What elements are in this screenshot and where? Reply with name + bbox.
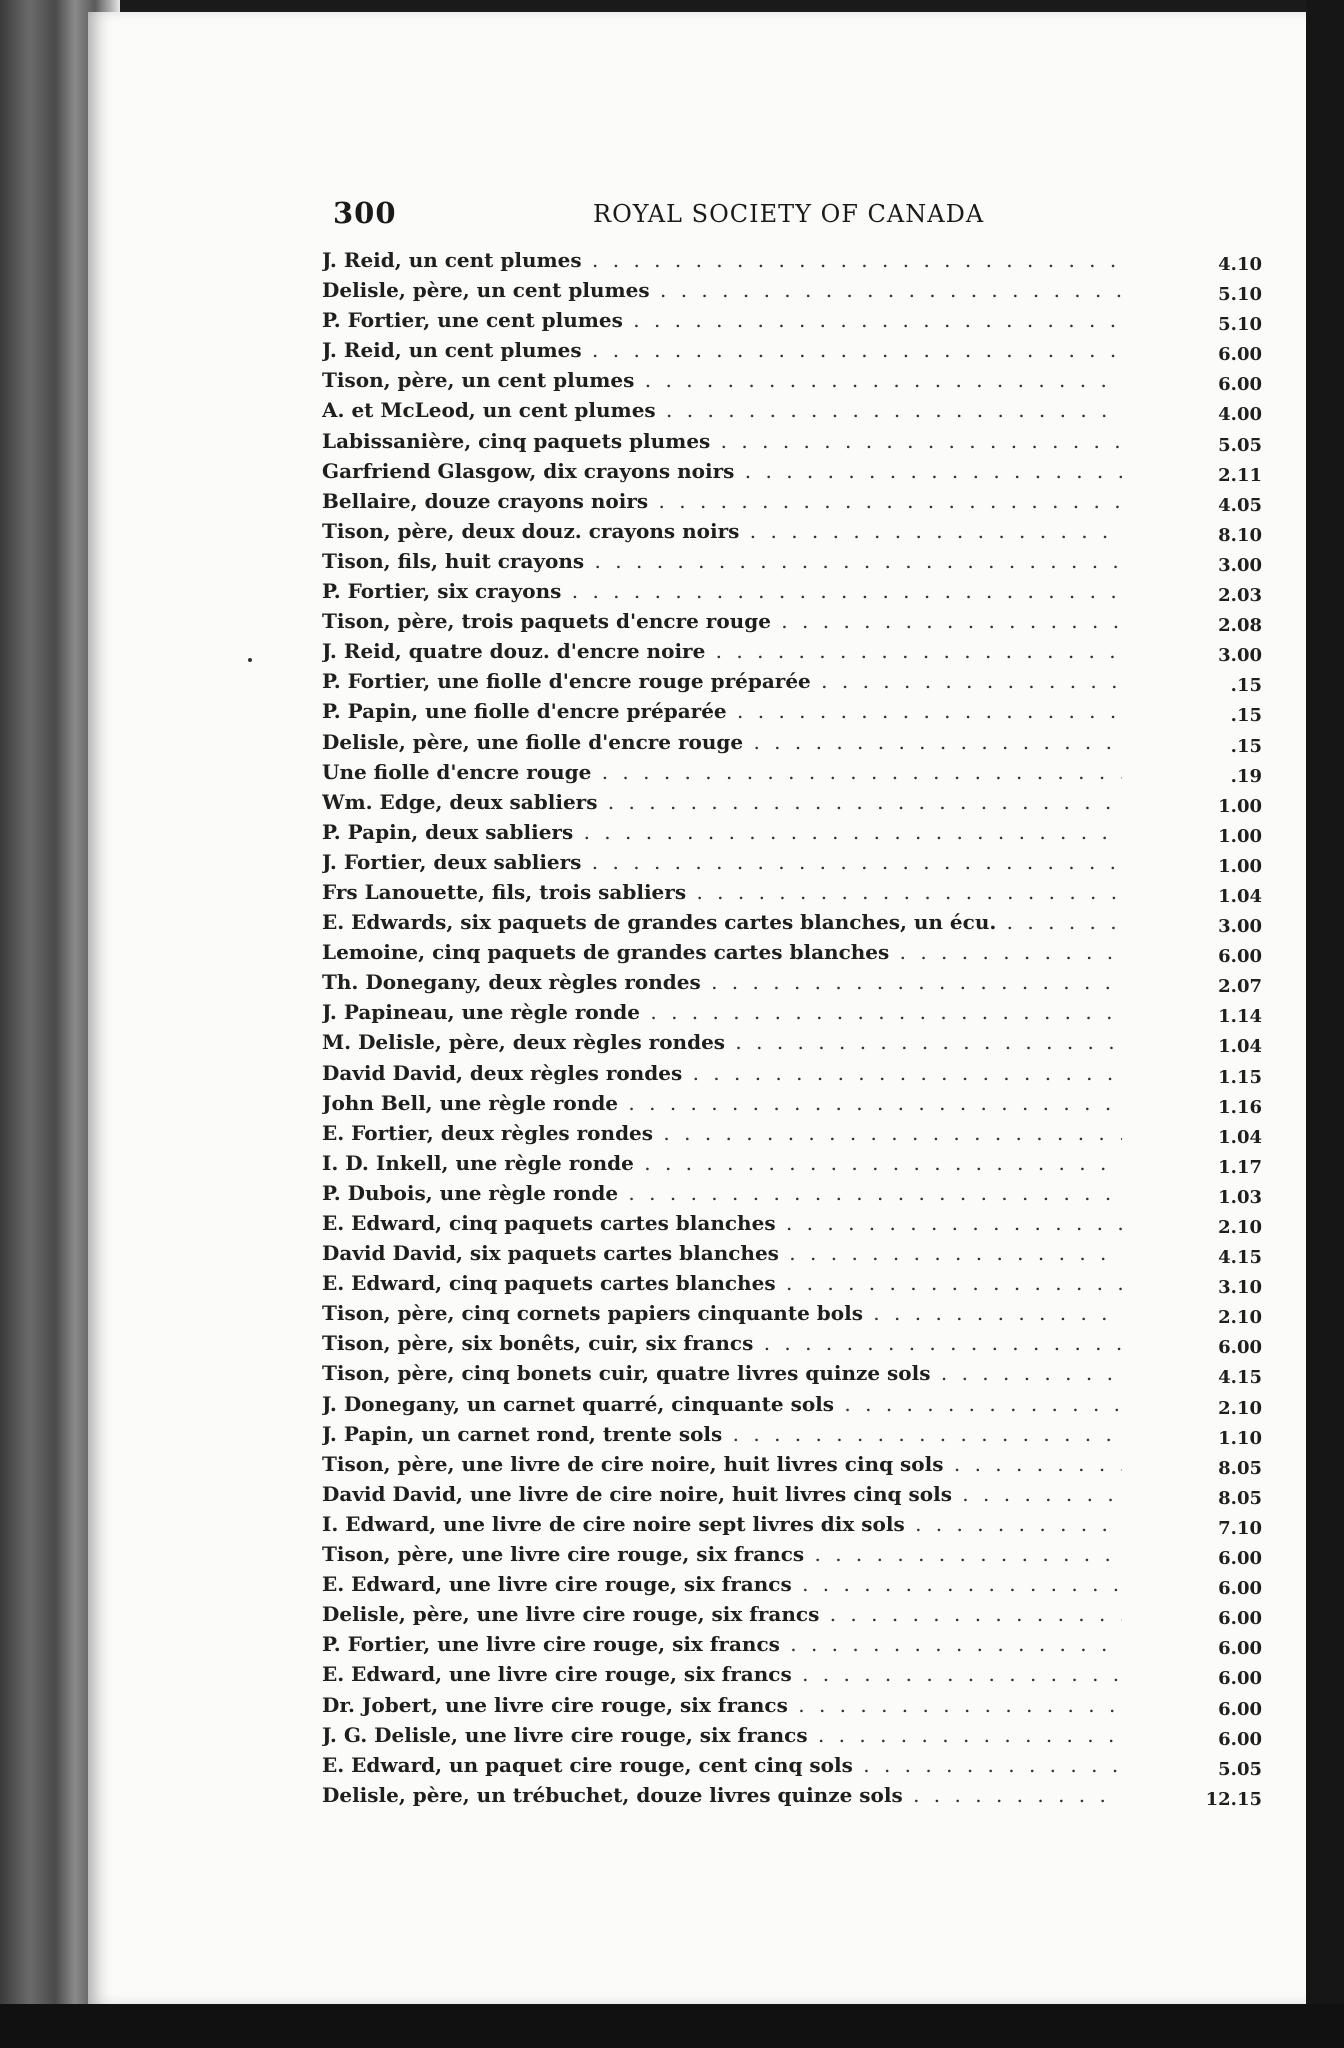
ledger-entry (322, 1452, 1262, 1482)
ledger-entry (322, 1392, 1262, 1422)
ledger-entry (322, 1723, 1262, 1753)
ledger-entry (322, 1482, 1262, 1512)
ledger-entry (322, 699, 1262, 729)
ledger-entry (322, 579, 1262, 609)
entry-amount: 3.00 (1218, 916, 1262, 938)
entry-description: Dr. Jobert, une livre cire rouge, six francs . . . (322, 1693, 1122, 1717)
ledger-entry (322, 1572, 1262, 1602)
entry-description: A. et McLeod, un cent plumes . . . (322, 398, 1122, 422)
entry-amount: 1.17 (1218, 1156, 1262, 1178)
entry-amount: 6.00 (1218, 1578, 1262, 1600)
entry-description: Delisle, père, un trébuchet, douze livres quinze sols . . . (322, 1783, 1122, 1807)
entry-amount: 5.10 (1218, 284, 1262, 306)
entry-amount: 3.00 (1218, 554, 1262, 576)
entry-description: Tison, fils, huit crayons . . . (322, 549, 1122, 573)
ledger-entry (322, 338, 1262, 368)
entry-amount: 12.15 (1205, 1788, 1262, 1810)
entry-amount: 4.15 (1218, 1247, 1262, 1269)
entry-amount: 2.10 (1218, 1397, 1262, 1419)
ledger-entry (322, 1632, 1262, 1662)
entry-amount: 4.15 (1218, 1367, 1262, 1389)
ledger-entry (322, 1091, 1262, 1121)
entry-description: J. Reid, un cent plumes . . . (322, 248, 1122, 272)
entry-description: E. Edward, un paquet cire rouge, cent cinq sols . . . (322, 1753, 1122, 1777)
ledger-entry (322, 1662, 1262, 1692)
entry-amount: 6.00 (1218, 1698, 1262, 1720)
entry-amount: 2.10 (1218, 1217, 1262, 1238)
ledger-entry (322, 1542, 1262, 1572)
entry-description: P. Fortier, six crayons . . . (322, 579, 1122, 603)
ledger-entry (322, 519, 1262, 549)
entry-amount: 6.00 (1218, 946, 1262, 968)
entry-description: J. Fortier, deux sabliers . . . (322, 850, 1122, 874)
entry-amount: 1.14 (1218, 1006, 1262, 1028)
entry-amount: 1.00 (1218, 825, 1262, 847)
ledger-entry (322, 730, 1262, 760)
entry-amount: 2.07 (1218, 976, 1262, 998)
ledger-entry (322, 1121, 1262, 1151)
ledger-entry (322, 910, 1262, 940)
entry-description: J. Reid, un cent plumes . . . (322, 338, 1122, 362)
ledger-entry (322, 1602, 1262, 1632)
ledger-entry (322, 1753, 1262, 1783)
ledger-entry (322, 669, 1262, 699)
ledger-entry (322, 1331, 1262, 1361)
entry-description: Tison, père, une livre cire rouge, six francs . . . (322, 1542, 1122, 1566)
ledger-entry (322, 1271, 1262, 1301)
entry-description: Labissanière, cinq paquets plumes . . . (322, 429, 1122, 453)
entry-description: P. Fortier, une livre cire rouge, six francs . . . (322, 1632, 1122, 1656)
entry-amount: 1.03 (1218, 1186, 1262, 1208)
page-number: 300 (333, 196, 397, 230)
entry-amount: 6.00 (1218, 1548, 1262, 1570)
ledger-entry (322, 1241, 1262, 1271)
ledger-entry (322, 248, 1262, 278)
entry-description: E. Edward, cinq paquets cartes blanches . . . (322, 1211, 1122, 1235)
ledger-entry (322, 1000, 1262, 1030)
entry-amount: 3.10 (1218, 1277, 1262, 1299)
entry-description: John Bell, une règle ronde . . . (322, 1091, 1122, 1115)
page-header (333, 196, 1033, 236)
entry-amount: 1.00 (1218, 855, 1262, 877)
entry-amount: 2.10 (1218, 1307, 1262, 1329)
ledger-entry (322, 639, 1262, 669)
entry-amount: 1.16 (1218, 1096, 1262, 1118)
entry-description: Garfriend Glasgow, dix crayons noirs . . . (322, 459, 1122, 483)
entry-amount: 1.10 (1218, 1427, 1262, 1449)
ledger-entry (322, 970, 1262, 1000)
ledger-entry (322, 1211, 1262, 1241)
entry-description: David David, une livre de cire noire, huit livres cinq sols . . . (322, 1482, 1122, 1506)
entry-description: David David, six paquets cartes blanches . . . (322, 1241, 1122, 1265)
scan-bottom-edge (0, 2004, 1344, 2048)
ledger-entry (322, 1783, 1262, 1813)
entry-amount: 2.08 (1218, 615, 1262, 637)
ledger-entry (322, 1512, 1262, 1542)
entry-description: Tison, père, cinq cornets papiers cinquante bols . . . (322, 1301, 1122, 1325)
margin-mark (248, 658, 252, 662)
ledger-entry (322, 398, 1262, 428)
ledger-entry (322, 790, 1262, 820)
entry-description: Delisle, père, une livre cire rouge, six francs . . . (322, 1602, 1122, 1626)
entry-description: Tison, père, un cent plumes . . . (322, 368, 1122, 392)
entry-amount: 5.05 (1218, 1758, 1262, 1780)
ledger-entry (322, 880, 1262, 910)
ledger-entry (322, 368, 1262, 398)
scan-right-edge (1306, 0, 1344, 2048)
ledger-entry (322, 1030, 1262, 1060)
entry-amount: .15 (1230, 705, 1262, 727)
entry-description: E. Edward, une livre cire rouge, six francs . . . (322, 1572, 1122, 1596)
entry-amount: 7.10 (1218, 1517, 1262, 1539)
entry-description: J. G. Delisle, une livre cire rouge, six francs . . . (322, 1723, 1122, 1747)
entry-description: Tison, père, deux douz. crayons noirs . . . (322, 519, 1122, 543)
entry-description: J. Reid, quatre douz. d'encre noire . . . (322, 639, 1122, 663)
entry-amount: 1.15 (1218, 1066, 1262, 1088)
entry-amount: 2.11 (1218, 464, 1262, 486)
entry-description: Frs Lanouette, fils, trois sabliers . . . (322, 880, 1122, 904)
running-head: ROYAL SOCIETY OF CANADA (593, 200, 985, 228)
entry-amount: 4.05 (1218, 494, 1262, 516)
entry-amount: .15 (1230, 735, 1262, 757)
entry-amount: 2.03 (1218, 585, 1262, 607)
entry-description: E. Fortier, deux règles rondes . . . (322, 1121, 1122, 1145)
entry-description: Lemoine, cinq paquets de grandes cartes blanches . . . (322, 940, 1122, 964)
entry-amount: 6.00 (1218, 1608, 1262, 1630)
ledger-entry (322, 549, 1262, 579)
entry-description: Delisle, père, un cent plumes . . . (322, 278, 1122, 302)
ledger-entry (322, 850, 1262, 880)
entry-description: I. D. Inkell, une règle ronde . . . (322, 1151, 1122, 1175)
entry-amount: 6.00 (1218, 1638, 1262, 1660)
entry-amount: 8.10 (1218, 524, 1262, 546)
entry-description: Tison, père, trois paquets d'encre rouge . . . (322, 609, 1122, 633)
ledger-entry (322, 278, 1262, 308)
ledger-entry (322, 1061, 1262, 1091)
entry-description: P. Papin, deux sabliers . . . (322, 820, 1122, 844)
entry-amount: 1.04 (1218, 1126, 1262, 1148)
entry-description: Tison, père, six bonêts, cuir, six francs . . . (322, 1331, 1122, 1355)
entry-amount: 1.04 (1218, 1036, 1262, 1058)
entry-description: Wm. Edge, deux sabliers . . . (322, 790, 1122, 814)
entry-description: P. Papin, une fiolle d'encre préparée . . . (322, 699, 1122, 723)
entry-description: Delisle, père, une fiolle d'encre rouge . . . (322, 730, 1122, 754)
entry-amount: 5.10 (1218, 314, 1262, 336)
ledger-entries (322, 248, 1262, 1813)
ledger-entry (322, 1693, 1262, 1723)
ledger-entry (322, 609, 1262, 639)
entry-amount: 4.10 (1218, 254, 1262, 275)
entry-amount: .15 (1230, 675, 1262, 697)
entry-amount: 5.05 (1218, 434, 1262, 456)
entry-amount: 3.00 (1218, 645, 1262, 667)
ledger-entry (322, 1151, 1262, 1181)
entry-amount: .19 (1230, 765, 1262, 787)
entry-amount: 4.00 (1218, 404, 1262, 426)
entry-description: Tison, père, une livre de cire noire, huit livres cinq sols . . . (322, 1452, 1122, 1476)
entry-description: Tison, père, cinq bonets cuir, quatre livres quinze sols . . . (322, 1361, 1122, 1385)
ledger-entry (322, 489, 1262, 519)
entry-amount: 6.00 (1218, 1337, 1262, 1359)
entry-description: Th. Donegany, deux règles rondes . . . (322, 970, 1122, 994)
ledger-entry (322, 459, 1262, 489)
ledger-entry (322, 1301, 1262, 1331)
entry-amount: 8.05 (1218, 1457, 1262, 1479)
entry-description: Bellaire, douze crayons noirs . . . (322, 489, 1122, 513)
entry-description: J. Papineau, une règle ronde . . . (322, 1000, 1122, 1024)
entry-amount: 6.00 (1218, 374, 1262, 396)
entry-description: J. Donegany, un carnet quarré, cinquante sols . . . (322, 1392, 1122, 1416)
entry-description: M. Delisle, père, deux règles rondes . . . (322, 1030, 1122, 1054)
ledger-entry (322, 308, 1262, 338)
entry-amount: 8.05 (1218, 1487, 1262, 1509)
entry-description: P. Dubois, une règle ronde . . . (322, 1181, 1122, 1205)
entry-amount: 6.00 (1218, 1728, 1262, 1750)
entry-amount: 1.04 (1218, 885, 1262, 907)
entry-amount: 6.00 (1218, 344, 1262, 366)
entry-amount: 6.00 (1218, 1668, 1262, 1690)
entry-description: David David, deux règles rondes . . . (322, 1061, 1122, 1085)
entry-description: E. Edward, une livre cire rouge, six francs . . . (322, 1662, 1122, 1686)
entry-description: Une fiolle d'encre rouge . . . (322, 760, 1122, 784)
ledger-entry (322, 1422, 1262, 1452)
ledger-entry (322, 1361, 1262, 1391)
ledger-entry (322, 820, 1262, 850)
entry-description: E. Edwards, six paquets de grandes cartes blanches, un écu. . . . (322, 910, 1122, 934)
entry-description: P. Fortier, une cent plumes . . . (322, 308, 1122, 332)
ledger-entry (322, 429, 1262, 459)
ledger-entry (322, 1181, 1262, 1211)
entry-description: I. Edward, une livre de cire noire sept livres dix sols . . . (322, 1512, 1122, 1536)
ledger-entry (322, 760, 1262, 790)
entry-amount: 1.00 (1218, 795, 1262, 817)
entry-description: J. Papin, un carnet rond, trente sols . . . (322, 1422, 1122, 1446)
entry-description: E. Edward, cinq paquets cartes blanches . . . (322, 1271, 1122, 1295)
ledger-entry (322, 940, 1262, 970)
entry-description: P. Fortier, une fiolle d'encre rouge préparée . . . (322, 669, 1122, 693)
